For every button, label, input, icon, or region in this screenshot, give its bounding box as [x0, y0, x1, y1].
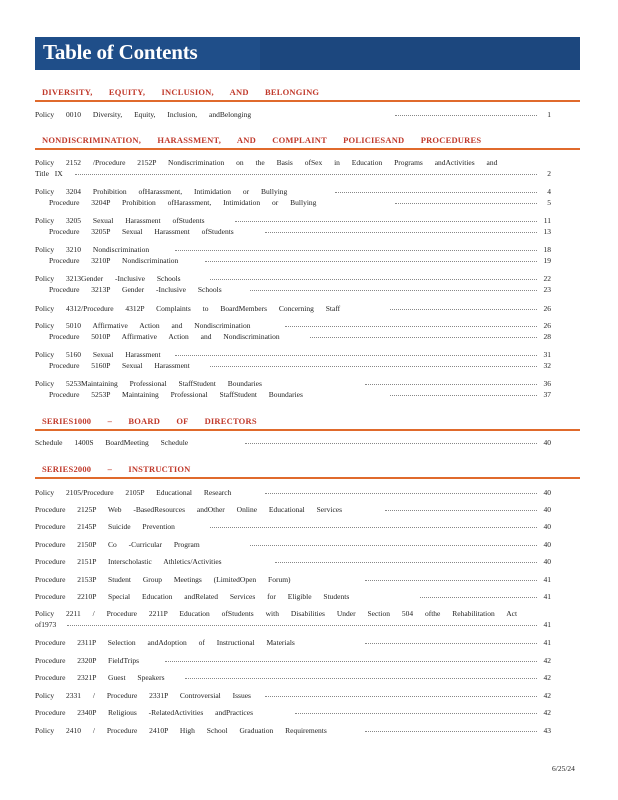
dot-leader	[175, 355, 537, 356]
entry-page: 13	[543, 227, 551, 236]
entry-page: 41	[543, 575, 551, 584]
toc-entry[interactable]	[35, 331, 551, 342]
section-title-series2000: SERIES2000 – INSTRUCTION	[42, 464, 191, 474]
dot-leader	[395, 115, 537, 116]
section-title-nondiscrimination: NONDISCRIMINATION, HARASSMENT, AND COMPLAINT POLICIESAND PROCEDURES	[42, 135, 482, 145]
dot-leader	[250, 545, 537, 546]
entry-page: 41	[543, 620, 551, 629]
toc-entry[interactable]	[35, 303, 551, 314]
section-title-series1000: SERIES1000 – BOARD OF DIRECTORS	[42, 416, 257, 426]
dot-leader	[295, 713, 537, 714]
entry-page: 18	[543, 245, 551, 254]
entry-page: 42	[543, 656, 551, 665]
dot-leader	[265, 232, 537, 233]
toc-entry[interactable]	[35, 255, 551, 266]
entry-text: Procedure 2320P FieldTrips	[35, 656, 140, 665]
entry-text: Policy 4312/Procedure 4312P Complaints to BoardMembers Concerning Staff	[35, 304, 341, 313]
entry-text: Procedure 5253P Maintaining Professional StaffStudent Boundaries	[49, 390, 303, 399]
section-rule	[35, 148, 580, 150]
entry-text: Policy 2152 /Procedure 2152P Nondiscrimination on the Basis ofSex in Education Programs andActivities and	[35, 158, 498, 167]
entry-text: Procedure 3210P Nondiscrimination	[49, 256, 179, 265]
toc-entry[interactable]	[35, 574, 551, 585]
dot-leader	[275, 562, 537, 563]
dot-leader	[390, 395, 537, 396]
toc-entry[interactable]	[35, 349, 551, 360]
toc-entry[interactable]	[35, 619, 551, 630]
entry-text: Procedure 2125P Web -BasedResources andOther Online Educational Services	[35, 505, 343, 514]
entry-page: 41	[543, 638, 551, 647]
toc-entry[interactable]	[35, 244, 551, 255]
dot-leader	[210, 279, 537, 280]
toc-entry[interactable]	[35, 320, 551, 331]
entry-text: Policy 5253Maintaining Professional StaffStudent Boundaries	[35, 379, 262, 388]
dot-leader	[235, 221, 537, 222]
section-rule	[35, 100, 580, 102]
entry-text: of1973	[35, 620, 57, 629]
toc-entry[interactable]	[35, 197, 551, 208]
entry-text: Procedure 2210P Special Education andRelated Services for Eligible Students	[35, 592, 350, 601]
dot-leader	[310, 337, 537, 338]
dot-leader	[250, 290, 537, 291]
entry-text: Policy 2331 / Procedure 2331P Controversial Issues	[35, 691, 251, 700]
entry-page: 40	[543, 522, 551, 531]
toc-entry[interactable]	[35, 608, 551, 619]
dot-leader	[165, 661, 537, 662]
dot-leader	[185, 678, 537, 679]
toc-entry[interactable]	[35, 360, 551, 371]
entry-text: Procedure 2150P Co -Curricular Program	[35, 540, 200, 549]
dot-leader	[395, 203, 537, 204]
entry-page: 42	[543, 708, 551, 717]
dot-leader	[210, 366, 537, 367]
toc-entry[interactable]	[35, 521, 551, 532]
dot-leader	[210, 527, 537, 528]
toc-entry[interactable]	[35, 556, 551, 567]
entry-page: 40	[543, 505, 551, 514]
entry-page: 2	[547, 169, 551, 178]
dot-leader	[175, 250, 537, 251]
section-title-deib: DIVERSITY, EQUITY, INCLUSION, AND BELONGING	[42, 87, 320, 97]
dot-leader	[285, 326, 537, 327]
header-accent	[260, 37, 580, 70]
section-rule	[35, 429, 580, 431]
toc-entry[interactable]	[35, 168, 551, 179]
entry-page: 28	[543, 332, 551, 341]
entry-text: Title IX	[35, 169, 63, 178]
entry-page: 32	[543, 361, 551, 370]
dot-leader	[385, 510, 537, 511]
entry-text: Policy 2105/Procedure 2105P Educational Research	[35, 488, 232, 497]
entry-page: 37	[543, 390, 551, 399]
toc-entry[interactable]	[35, 186, 551, 197]
entry-page: 26	[543, 304, 551, 313]
dot-leader	[365, 731, 537, 732]
entry-text: Policy 3213Gender -Inclusive Schools	[35, 274, 181, 283]
toc-entry[interactable]	[35, 487, 551, 498]
toc-entry[interactable]	[35, 591, 551, 602]
entry-text: Procedure 2311P Selection andAdoption of Instructional Materials	[35, 638, 295, 647]
entry-text: Procedure 2151P Interscholastic Athletics/Activities	[35, 557, 222, 566]
entry-page: 42	[543, 673, 551, 682]
dot-leader	[390, 309, 537, 310]
dot-leader	[265, 696, 537, 697]
entry-text: Procedure 2340P Religious -RelatedActivities andPractices	[35, 708, 254, 717]
dot-leader	[67, 625, 537, 626]
footer-date: 6/25/24	[552, 764, 575, 773]
entry-text: Procedure 2321P Guest Speakers	[35, 673, 165, 682]
toc-entry[interactable]	[35, 672, 551, 683]
entry-text: Policy 5010 Affirmative Action and Nondiscrimination	[35, 321, 251, 330]
toc-entry[interactable]	[35, 215, 551, 226]
entry-text: Procedure 3204P Prohibition ofHarassment, Intimidation or Bullying	[49, 198, 317, 207]
toc-entry[interactable]	[35, 437, 551, 448]
entry-page: 31	[543, 350, 551, 359]
dot-leader	[365, 384, 537, 385]
entry-page: 41	[543, 592, 551, 601]
dot-leader	[205, 261, 537, 262]
toc-entry[interactable]	[35, 378, 551, 389]
dot-leader	[335, 192, 537, 193]
toc-entry[interactable]	[35, 226, 551, 237]
entry-page: 22	[543, 274, 551, 283]
dot-leader	[420, 597, 537, 598]
entry-text: Policy 3204 Prohibition ofHarassment, Intimidation or Bullying	[35, 187, 288, 196]
dot-leader	[75, 174, 537, 175]
entry-text: Schedule 1400S BoardMeeting Schedule	[35, 438, 189, 447]
entry-text: Policy 0010 Diversity, Equity, Inclusion, andBelonging	[35, 110, 252, 119]
entry-page: 40	[543, 540, 551, 549]
entry-text: Procedure 3213P Gender -Inclusive Schools	[49, 285, 222, 294]
dot-leader	[365, 643, 537, 644]
toc-entry[interactable]	[35, 655, 551, 666]
entry-text: Policy 3210 Nondiscrimination	[35, 245, 150, 254]
entry-page: 19	[543, 256, 551, 265]
entry-page: 40	[543, 557, 551, 566]
entry-text: Policy 2211 / Procedure 2211P Education ofStudents with Disabilities Under Section 504 ofthe Rehabilitation Act	[35, 609, 518, 618]
dot-leader	[365, 580, 537, 581]
entry-text: Policy 3205 Sexual Harassment ofStudents	[35, 216, 205, 225]
entry-text: Procedure 2153P Student Group Meetings (LimitedOpen Forum)	[35, 575, 291, 584]
toc-entry[interactable]	[35, 690, 551, 701]
entry-page: 40	[543, 438, 551, 447]
entry-page: 1	[547, 110, 551, 119]
entry-page: 5	[547, 198, 551, 207]
entry-page: 40	[543, 488, 551, 497]
toc-entry[interactable]	[35, 637, 551, 648]
toc-entry[interactable]	[35, 504, 551, 515]
entry-text: Procedure 3205P Sexual Harassment ofStudents	[49, 227, 234, 236]
page-title: Table of Contents	[43, 40, 198, 64]
toc-entry[interactable]	[35, 707, 551, 718]
toc-entry[interactable]	[35, 389, 551, 400]
toc-entry[interactable]	[35, 725, 551, 736]
toc-entry[interactable]	[35, 273, 551, 284]
toc-entry[interactable]	[35, 157, 551, 168]
entry-page: 23	[543, 285, 551, 294]
entry-text: Procedure 5160P Sexual Harassment	[49, 361, 190, 370]
entry-page: 42	[543, 691, 551, 700]
dot-leader	[245, 443, 537, 444]
entry-text: Policy 2410 / Procedure 2410P High School Graduation Requirements	[35, 726, 327, 735]
entry-text: Policy 5160 Sexual Harassment	[35, 350, 161, 359]
entry-text: Procedure 5010P Affirmative Action and Nondiscrimination	[49, 332, 280, 341]
entry-page: 43	[543, 726, 551, 735]
header-bar	[35, 37, 580, 70]
toc-entry[interactable]	[35, 109, 551, 120]
entry-page: 11	[543, 216, 551, 225]
section-rule	[35, 477, 580, 479]
entry-page: 36	[543, 379, 551, 388]
dot-leader	[265, 493, 537, 494]
toc-entry[interactable]	[35, 284, 551, 295]
entry-text: Procedure 2145P Suicide Prevention	[35, 522, 175, 531]
entry-page: 4	[547, 187, 551, 196]
toc-entry[interactable]	[35, 539, 551, 550]
entry-page: 26	[543, 321, 551, 330]
